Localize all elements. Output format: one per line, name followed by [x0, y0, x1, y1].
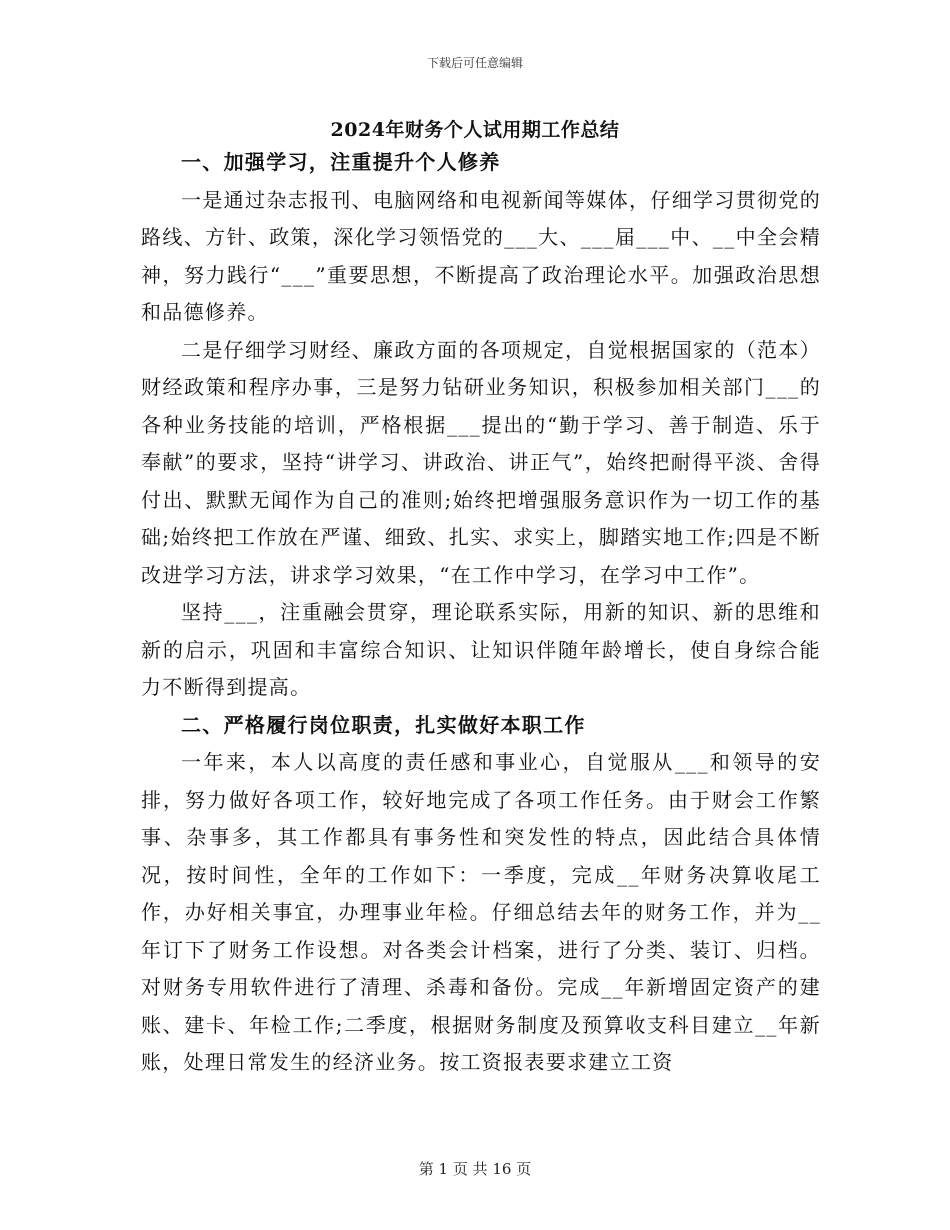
document-title: 2024年财务个人试用期工作总结 — [330, 119, 620, 141]
paragraph: 二是仔细学习财经、廉政方面的各项规定，自觉根据国家的（范本）财经政策和程序办事，三是努力钻研业务知识，积极参加相关部门___的各种业务技能的培训，严格根据___提出的“勤于学习、善于制造、乐于奉献”的要求，坚持“讲学习、讲政治、讲正气”，始终把耐得平淡、舍得付出、默默无闻作为自己的准则;始终把增强服务意识作为一切工作的基础;始终把工作放在严谨、细致、扎实、求实上，脚踏实地工作;四是不断改进学习方法，讲求学习效果，“在工作中学习，在学习中工作”。 — [141, 337, 821, 587]
paragraph: 一是通过杂志报刊、电脑网络和电视新闻等媒体，仔细学习贯彻党的路线、方针、政策，深化学习领悟党的___大、___届___中、__中全会精神，努力践行“___”重要思想，不断提高了政治理论水平。加强政治思想和品德修养。 — [141, 187, 821, 324]
document-body — [141, 144, 821, 1082]
paragraph: 一年来，本人以高度的责任感和事业心，自觉服从___和领导的安排，努力做好各项工作，较好地完成了各项工作任务。由于财会工作繁事、杂事多，其工作都具有事务性和突发性的特点，因此结合具体情况，按时间性，全年的工作如下：一季度，完成__年财务决算收尾工作，办好相关事宜，办理事业年检。仔细总结去年的财务工作，并为__年订下了财务工作设想。对各类会计档案，进行了分类、装订、归档。对财务专用软件进行了清理、杀毒和备份。完成__年新增固定资产的建账、建卡、年检工作;二季度，根据财务制度及预算收支科目建立__年新账，处理日常发生的经济业务。按工资报表要求建立工资 — [141, 750, 821, 1074]
section-heading-2: 二、严格履行岗位职责，扎实做好本职工作 — [181, 712, 586, 737]
page-header-note: 下载后可任意编辑 — [426, 56, 523, 70]
paragraph: 坚持___，注重融会贯穿，理论联系实际，用新的知识、新的思维和新的启示，巩固和丰富综合知识、让知识伴随年龄增长，使自身综合能力不断得到提高。 — [141, 600, 821, 699]
section-heading-1: 一、加强学习，注重提升个人修养 — [181, 150, 501, 174]
page-number: 第 1 页 共 16 页 — [418, 1160, 532, 1178]
